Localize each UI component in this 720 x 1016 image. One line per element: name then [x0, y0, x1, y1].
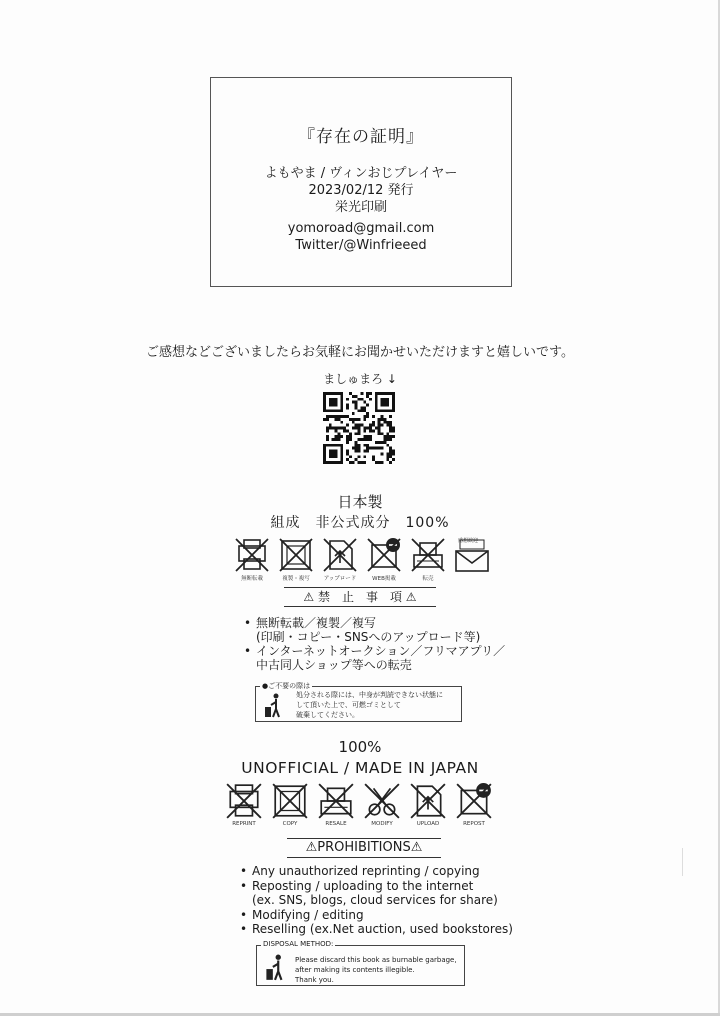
jp-disposal-box: [255, 682, 462, 722]
printer: 栄光印刷: [334, 200, 387, 215]
jp-prohibitions-heading: ⚠ 禁 止 事 項 ⚠: [284, 587, 436, 607]
no-modify-icon: [359, 782, 405, 827]
no-reprint-icon: [221, 782, 267, 827]
twitter-handle: Twitter/@Winfrieeed: [295, 238, 427, 253]
thanks-message: ご感想などございましたらお気軽にお聞かせいただけますと嬉しいです。: [146, 345, 574, 360]
icon-caption: アップロード: [323, 576, 357, 582]
marshmallow-label: ましゅまろ ↓: [323, 372, 397, 386]
no-upload-icon: [405, 782, 451, 827]
jp-prohibitions-list: [244, 616, 505, 672]
jp-made-in: 日本製: [337, 493, 383, 511]
jp-disposal-label: ●ご不要の際は: [262, 682, 311, 690]
no-resale-icon: [313, 782, 359, 827]
en-disposal-text: [295, 955, 457, 985]
en-prohibitions-list: [240, 864, 513, 937]
no-repost-icon: [451, 782, 497, 827]
icon-caption: REPRINT: [232, 821, 256, 827]
jp-disposal-text: [296, 690, 443, 720]
list-item: • Reselling (ex.Net auction, used bookstores): [240, 922, 513, 937]
qr-code[interactable]: [323, 392, 395, 464]
feedback-welcome-icon: [450, 537, 494, 582]
icon-caption: COPY: [282, 821, 298, 827]
no-copy-icon: [274, 537, 318, 582]
no-upload-icon: [318, 537, 362, 582]
en-percent: 100%: [338, 738, 382, 756]
en-disposal-label: DISPOSAL METHOD:: [263, 940, 334, 948]
icon-caption: REPOST: [463, 821, 485, 827]
jp-composition: 組成 非公式成分 100%: [270, 515, 450, 531]
trash-person-icon: [265, 954, 285, 982]
list-item: • インターネットオークション／フリマアプリ／: [244, 644, 505, 658]
en-disposal-box: [256, 940, 465, 986]
authors: よもやま / ヴィンおじプレイヤー: [264, 166, 458, 181]
disposal-line: Please discard this book as burnable garbage,: [295, 956, 457, 964]
disposal-line: 処分される際には、中身が判読できない状態に: [296, 691, 443, 699]
publish-date: 2023/02/12 発行: [308, 183, 414, 198]
en-made-in: UNOFFICIAL / MADE IN JAPAN: [241, 759, 479, 777]
list-item: 中古同人ショップ等への転売: [256, 658, 412, 672]
icon-caption: 転売: [422, 576, 434, 582]
colophon-box: [210, 77, 512, 287]
list-item: • 無断転載／複製／複写: [244, 616, 505, 630]
no-reprint-icon: [230, 537, 274, 582]
list-item: • Modifying / editing: [240, 908, 513, 923]
trash-person-icon: [264, 693, 282, 719]
contact-email: yomoroad@gmail.com: [287, 221, 435, 236]
list-item: • Reposting / uploading to the internet: [240, 879, 513, 894]
disposal-line: 破棄してください。: [296, 711, 359, 719]
icon-caption: RESALE: [325, 821, 347, 827]
book-title: 『存在の証明』: [298, 127, 424, 147]
jp-icon-row: [230, 537, 494, 582]
icon-caption: WEB掲載: [372, 576, 396, 582]
disposal-line: after making its contents illegible.: [295, 966, 415, 974]
en-prohibitions-heading: ⚠PROHIBITIONS⚠: [287, 838, 441, 858]
icon-caption: UPLOAD: [416, 821, 440, 827]
list-item: (印刷・コピー・SNSへのアップロード等): [256, 630, 481, 644]
no-copy-icon: [267, 782, 313, 827]
list-item: • Any unauthorized reprinting / copying: [240, 864, 513, 879]
en-icon-row: [221, 782, 497, 827]
disposal-line: して頂いた上で、可燃ゴミとして: [296, 701, 401, 709]
icon-caption: 複製・複写: [282, 576, 310, 582]
icon-caption: 無断転載: [240, 576, 263, 582]
no-web-post-icon: [362, 537, 406, 582]
list-item: (ex. SNS, blogs, cloud services for share): [252, 893, 498, 907]
icon-caption: MODIFY: [371, 821, 393, 827]
icon-caption: 感想歓迎: [458, 538, 479, 544]
no-resale-icon: [406, 537, 450, 582]
disposal-line: Thank you.: [295, 976, 334, 984]
scan-mark: [682, 848, 683, 876]
